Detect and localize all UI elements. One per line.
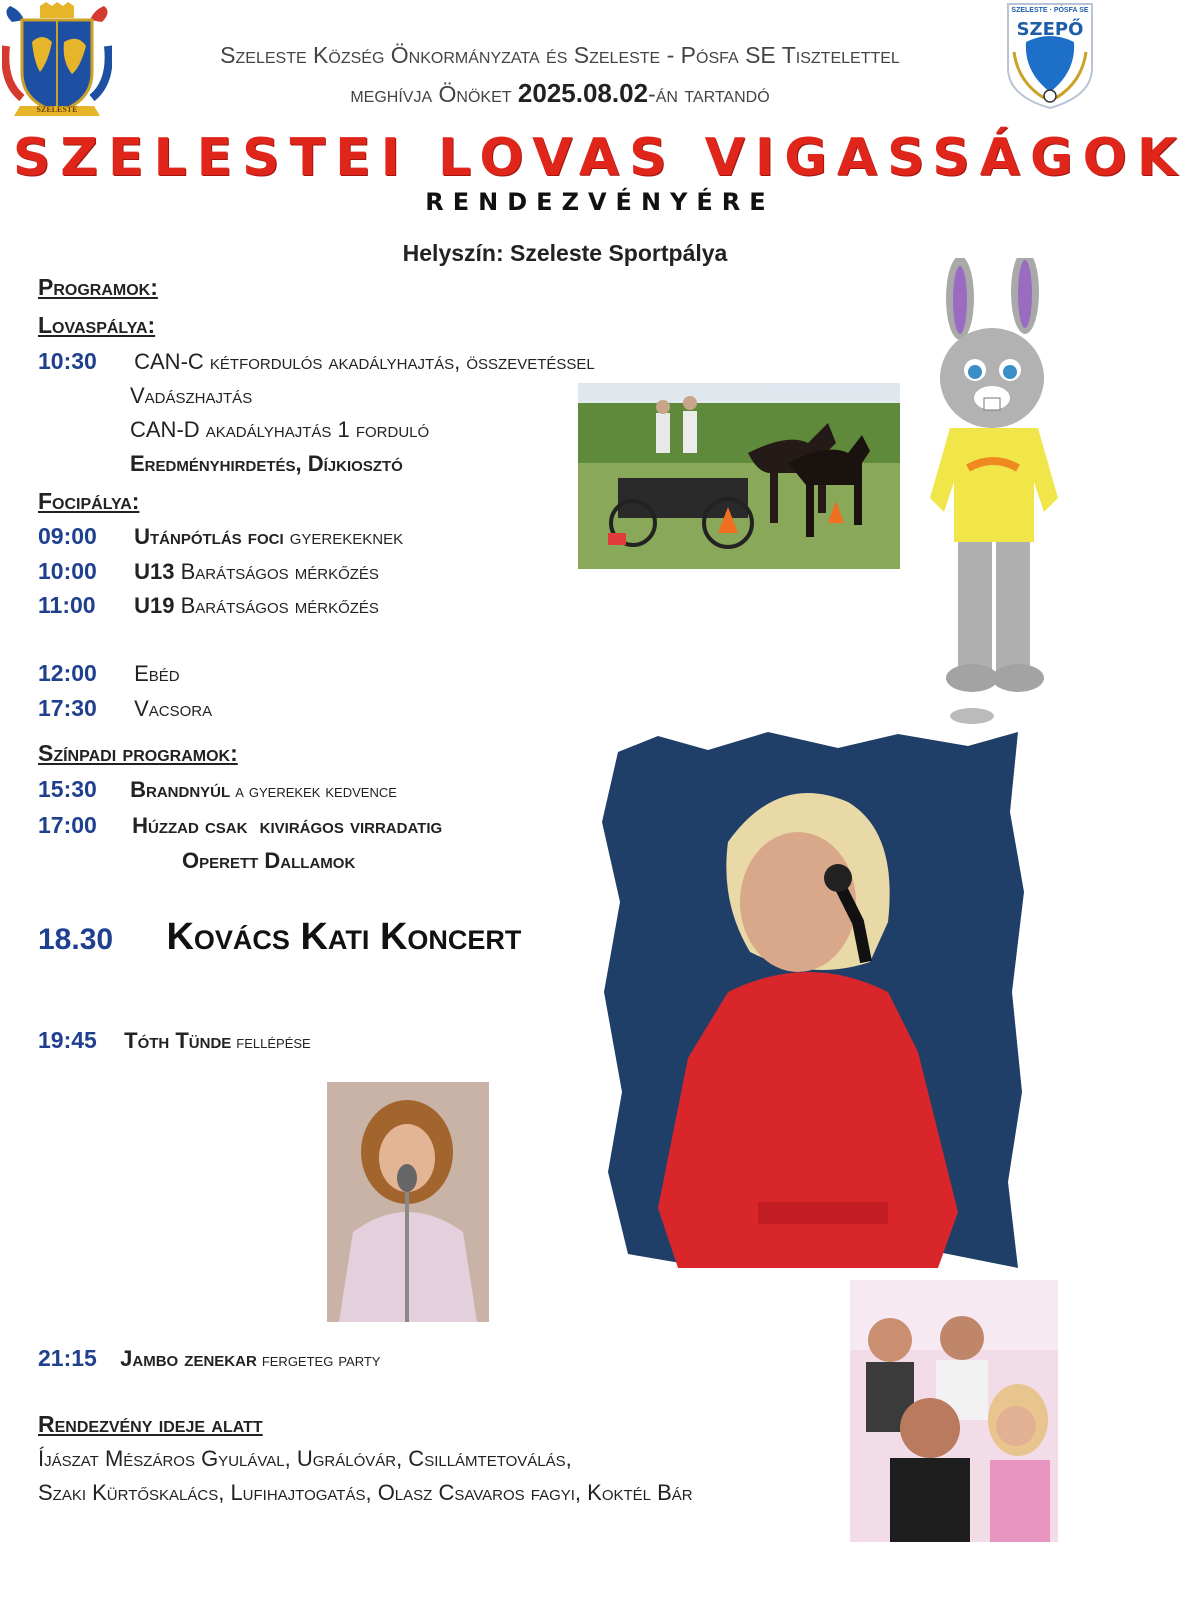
horse-time: 10:30 [38, 348, 97, 374]
venue: Helyszín: Szeleste Sportpálya [402, 240, 728, 266]
szeleste-crest-logo [2, 2, 112, 126]
stage-row-2 [38, 812, 442, 839]
event-subtitle: RENDEZVÉNYÉRE [425, 188, 775, 216]
jambo-time: 21:15 [38, 1345, 97, 1371]
stage-rest-1: a gyerekek kedvence [230, 781, 397, 801]
bunny-mascot-image [930, 258, 1080, 728]
stage-time-1: 15:30 [38, 776, 97, 802]
football-time-1: 09:00 [38, 523, 97, 549]
lunch-label: Ebéd [134, 661, 180, 686]
football-rest-2: Barátságos mérkőzés [174, 559, 379, 584]
football-bold-1: Utánpótlás foci [134, 524, 284, 549]
programs-heading: Programok: [38, 274, 158, 300]
dinner-label: Vacsora [134, 696, 213, 721]
dinner-time: 17:30 [38, 695, 97, 721]
stage-bold-1: Brandnyúl [130, 777, 231, 802]
invitation-line-2 [150, 78, 970, 109]
horse-item-4: Eredményhirdetés, Díjkiosztó [130, 451, 403, 476]
football-row-2 [38, 558, 379, 585]
horse-row-1 [38, 348, 595, 375]
horse-item-2: Vadászhajtás [130, 383, 253, 408]
toth-time: 19:45 [38, 1027, 97, 1053]
horse-carriage-photo [578, 383, 900, 569]
invitation-post: -án tartandó [648, 81, 770, 107]
jambo-row [38, 1345, 380, 1372]
stage-row-1 [38, 776, 397, 803]
toth-row [38, 1027, 311, 1054]
club-logo-top-text: SZELESTE · PÓSFA SE [1011, 7, 1089, 14]
club-logo-name: SZEPŐ [1016, 19, 1084, 40]
kovacs-kati-photo [598, 732, 1024, 1268]
during-line-1: Íjászat Mészáros Gyulával, Ugrálóvár, Csillámtetoválás, [38, 1446, 572, 1471]
horse-item-1: CAN-C kétfordulós akadályhajtás, összevetéssel [134, 349, 595, 374]
toth-rest: fellépése [231, 1032, 311, 1052]
invitation-pre: meghívja Önöket [350, 81, 512, 107]
stage-bold-2: Húzzad csak kivirágos virradatig [132, 813, 443, 838]
concert-row [38, 916, 521, 959]
football-heading: Focipálya: [38, 488, 140, 514]
toth-tunde-photo [327, 1082, 489, 1322]
during-heading: Rendezvény ideje alatt [38, 1411, 263, 1437]
during-line-2: Szaki Kürtőskalács, Lufihajtogatás, Olasz Csavaros fagyi, Koktél Bár [38, 1480, 693, 1505]
football-bold-3: U19 [134, 593, 175, 618]
football-bold-2: U13 [134, 559, 175, 584]
horse-item-3: CAN-D akadályhajtás 1 forduló [130, 417, 430, 442]
event-title: SZELESTEI LOVAS VIGASSÁGOK [12, 128, 1188, 188]
crest-banner-text: SZELESTE [36, 105, 78, 114]
jambo-rest: fergeteg party [256, 1350, 381, 1370]
football-row-1 [38, 523, 403, 550]
stage-heading: Színpadi programok: [38, 740, 238, 766]
szepo-club-logo [1004, 2, 1096, 110]
football-time-3: 11:00 [38, 592, 96, 618]
meal-row-lunch [38, 660, 180, 687]
stage-time-2: 17:00 [38, 812, 97, 838]
football-rest-1: gyerekeknek [283, 524, 404, 549]
jambo-band-photo [850, 1280, 1058, 1542]
meal-row-dinner [38, 695, 212, 722]
concert-title: Kovács Kati Koncert [166, 916, 522, 958]
invitation-line-1: Szeleste Község Önkormányzata és Szeleste - Pósfa SE Tisztelettel [220, 42, 900, 68]
football-row-3 [38, 592, 379, 619]
concert-time: 18.30 [38, 923, 114, 956]
event-date: 2025.08.02 [517, 78, 649, 108]
football-time-2: 10:00 [38, 558, 97, 584]
toth-name: Tóth Tünde [124, 1028, 232, 1053]
jambo-name: Jambo zenekar [120, 1346, 257, 1371]
horse-track-heading: Lovaspálya: [38, 312, 156, 338]
football-rest-3: Barátságos mérkőzés [174, 593, 379, 618]
stage-line-operett: Operett Dallamok [182, 848, 356, 873]
lunch-time: 12:00 [38, 660, 97, 686]
